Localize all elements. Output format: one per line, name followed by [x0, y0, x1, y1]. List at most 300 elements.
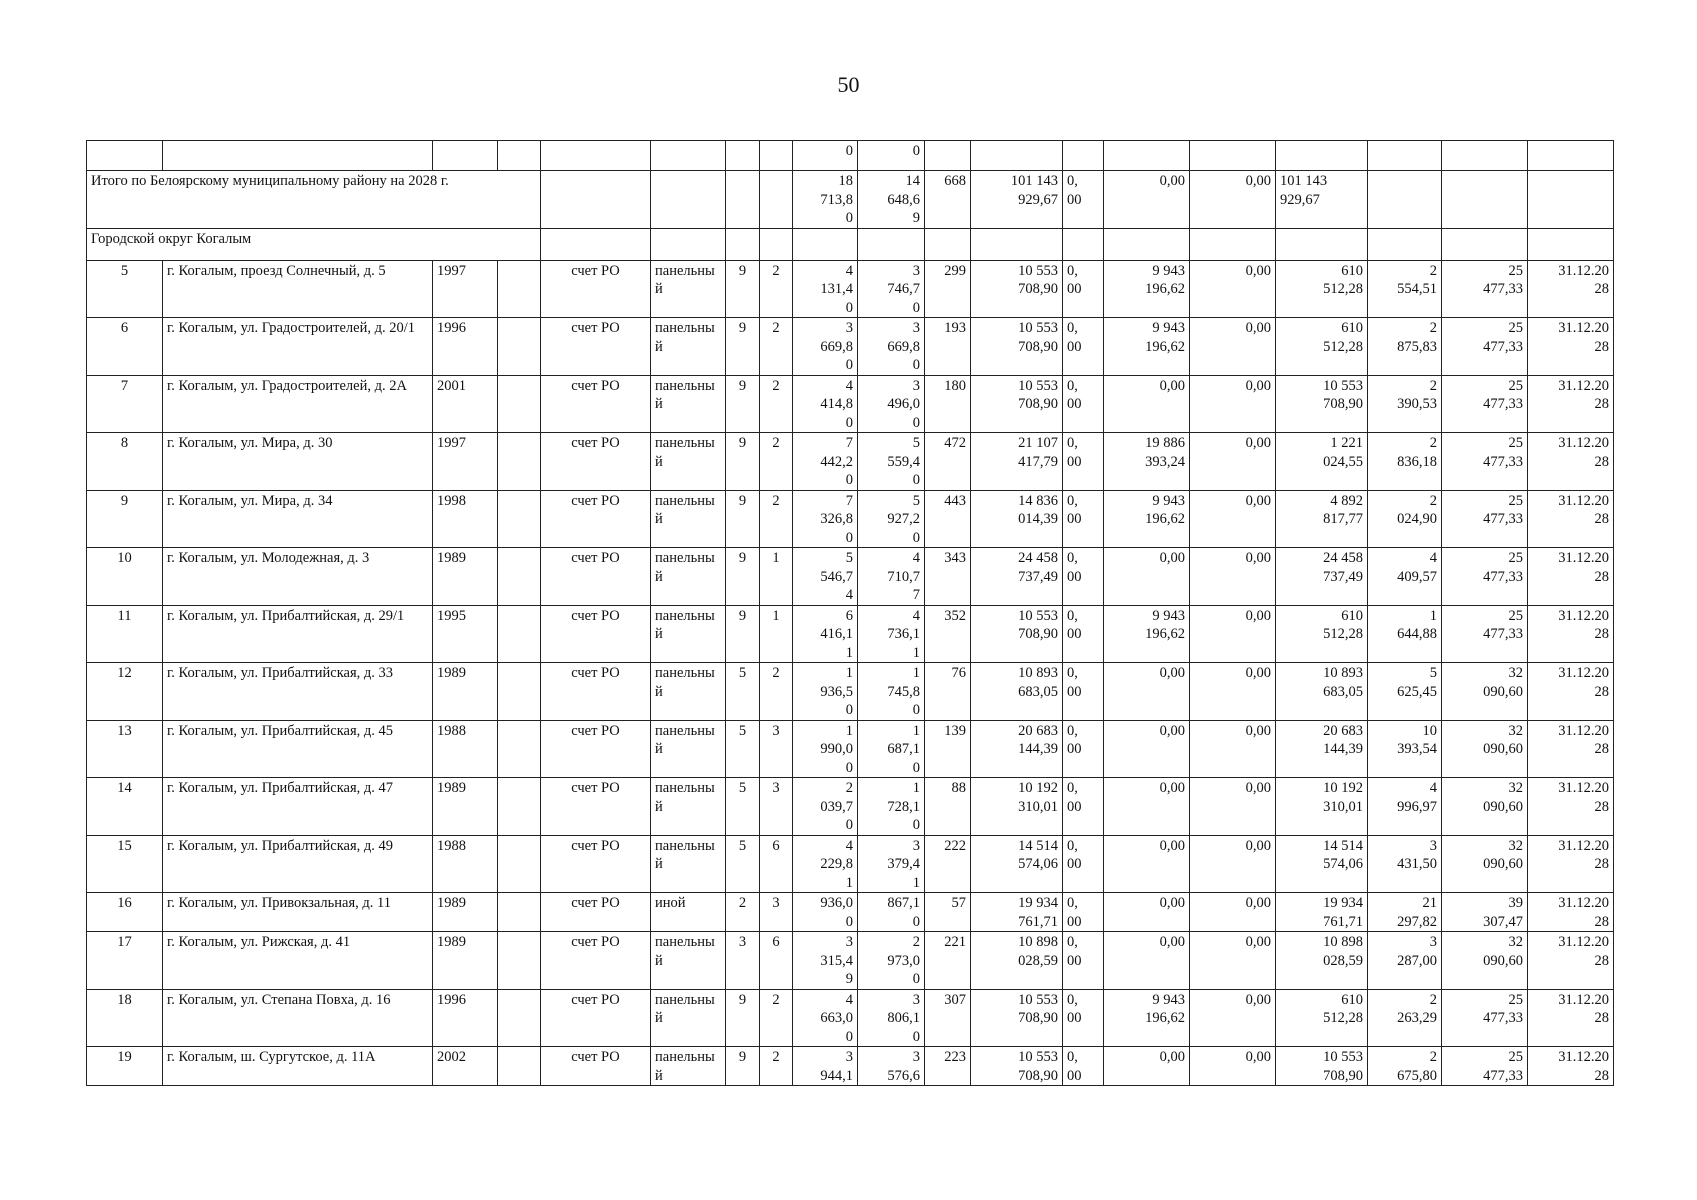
total-area: 1 990,0 0: [793, 720, 858, 778]
fund-source-3: 0,00: [1190, 260, 1276, 318]
total-row: [87, 171, 1614, 229]
unit-limit: 25 477,33: [1442, 989, 1528, 1047]
total-area: 3 669,8 0: [793, 318, 858, 376]
fund-type: счет РО: [541, 893, 651, 932]
total-fund-3: 0,00: [1190, 171, 1276, 229]
total-area: 3 944,1: [793, 1047, 858, 1086]
total-area: 18 713,8 0: [793, 171, 858, 229]
floors: 5: [726, 720, 760, 778]
unit-cost: 2 024,90: [1368, 490, 1442, 548]
entrances: 3: [760, 720, 793, 778]
residents: 139: [925, 720, 971, 778]
fund-source-3: 0,00: [1190, 375, 1276, 433]
fund-source-4: 610 512,28: [1276, 260, 1368, 318]
unit-cost: 2 263,29: [1368, 989, 1442, 1047]
fund-source-4: 24 458 737,49: [1276, 548, 1368, 606]
wall-material: панельный: [651, 1047, 726, 1086]
floors: 9: [726, 605, 760, 663]
fund-source-2: 9 943 196,62: [1104, 260, 1190, 318]
fund-source-2: 0,00: [1104, 893, 1190, 932]
unit-limit: 25 477,33: [1442, 260, 1528, 318]
fund-source-4: 4 892 817,77: [1276, 490, 1368, 548]
fund-source-4: 10 553 708,90: [1276, 1047, 1368, 1086]
build-year: 1996: [433, 989, 498, 1047]
fund-source-3: 0,00: [1190, 605, 1276, 663]
deadline: 31.12.20 28: [1528, 1047, 1614, 1086]
table-row: [87, 663, 1614, 721]
row-number: 15: [87, 835, 163, 893]
fund-type: счет РО: [541, 720, 651, 778]
unit-limit: 32 090,60: [1442, 835, 1528, 893]
fund-type: счет РО: [541, 605, 651, 663]
build-year: 1998: [433, 490, 498, 548]
deadline: 31.12.20 28: [1528, 260, 1614, 318]
entrances: 1: [760, 605, 793, 663]
unit-cost: 3 287,00: [1368, 932, 1442, 990]
wall-material: панельный: [651, 835, 726, 893]
table-row: [87, 1047, 1614, 1086]
address: г. Когалым, ул. Прибалтийская, д. 45: [163, 720, 433, 778]
fund-type: счет РО: [541, 835, 651, 893]
entrances: 2: [760, 989, 793, 1047]
deadline: 31.12.20 28: [1528, 375, 1614, 433]
table-row: [87, 490, 1614, 548]
row-number: 8: [87, 433, 163, 491]
build-year: 1996: [433, 318, 498, 376]
living-area: 1 687,1 0: [858, 720, 925, 778]
unit-cost: 2 390,53: [1368, 375, 1442, 433]
row-number: 10: [87, 548, 163, 606]
entrances: 2: [760, 490, 793, 548]
deadline: 31.12.20 28: [1528, 663, 1614, 721]
unit-cost: 2 675,80: [1368, 1047, 1442, 1086]
fund-source-2: 0,00: [1104, 778, 1190, 836]
deadline: 31.12.20 28: [1528, 548, 1614, 606]
row-number: 17: [87, 932, 163, 990]
fund-source-4: 10 893 683,05: [1276, 663, 1368, 721]
unit-limit: 25 477,33: [1442, 433, 1528, 491]
residents: 443: [925, 490, 971, 548]
living-area: 4 736,1 1: [858, 605, 925, 663]
fund-source-2: 0,00: [1104, 720, 1190, 778]
fund-source-4: 610 512,28: [1276, 605, 1368, 663]
living-area: 3 669,8 0: [858, 318, 925, 376]
residents: 299: [925, 260, 971, 318]
floors: 9: [726, 260, 760, 318]
total-fund-2: 0,00: [1104, 171, 1190, 229]
fund-source-3: 0,00: [1190, 778, 1276, 836]
total-area: 4 229,8 1: [793, 835, 858, 893]
total-area: 4 414,8 0: [793, 375, 858, 433]
fund-source-2: 0,00: [1104, 932, 1190, 990]
cell: 0: [858, 141, 925, 171]
total-area: 5 546,7 4: [793, 548, 858, 606]
fund-source-2: 0,00: [1104, 548, 1190, 606]
row-number: 14: [87, 778, 163, 836]
row-number: 16: [87, 893, 163, 932]
repair-cost: 10 553 708,90: [971, 1047, 1063, 1086]
fund-source-4: 14 514 574,06: [1276, 835, 1368, 893]
fund-type: счет РО: [541, 989, 651, 1047]
deadline: 31.12.20 28: [1528, 989, 1614, 1047]
fund-source-1: 0, 00: [1063, 318, 1104, 376]
table-row: [87, 835, 1614, 893]
fund-type: счет РО: [541, 260, 651, 318]
floors: 3: [726, 932, 760, 990]
deadline: 31.12.20 28: [1528, 778, 1614, 836]
unit-limit: 32 090,60: [1442, 663, 1528, 721]
section-title: Городской округ Когалым: [87, 228, 541, 260]
table-row: [87, 318, 1614, 376]
living-area: 5 927,2 0: [858, 490, 925, 548]
address: г. Когалым, ш. Сургутское, д. 11А: [163, 1047, 433, 1086]
fund-source-4: 1 221 024,55: [1276, 433, 1368, 491]
fund-source-2: 9 943 196,62: [1104, 605, 1190, 663]
deadline: 31.12.20 28: [1528, 433, 1614, 491]
unit-limit: 25 477,33: [1442, 490, 1528, 548]
floors: 9: [726, 490, 760, 548]
fund-type: счет РО: [541, 778, 651, 836]
unit-cost: 4 996,97: [1368, 778, 1442, 836]
repair-cost: 10 553 708,90: [971, 989, 1063, 1047]
cell: 0: [793, 141, 858, 171]
row-number: 13: [87, 720, 163, 778]
address: г. Когалым, ул. Рижская, д. 41: [163, 932, 433, 990]
repair-cost: 24 458 737,49: [971, 548, 1063, 606]
deadline: 31.12.20 28: [1528, 318, 1614, 376]
deadline: 31.12.20 28: [1528, 720, 1614, 778]
fund-type: счет РО: [541, 663, 651, 721]
row-number: 12: [87, 663, 163, 721]
floors: 9: [726, 1047, 760, 1086]
total-area: 1 936,5 0: [793, 663, 858, 721]
fund-source-3: 0,00: [1190, 548, 1276, 606]
unit-cost: 3 431,50: [1368, 835, 1442, 893]
fund-type: счет РО: [541, 375, 651, 433]
address: г. Когалым, ул. Прибалтийская, д. 33: [163, 663, 433, 721]
fund-source-4: 10 553 708,90: [1276, 375, 1368, 433]
wall-material: панельный: [651, 663, 726, 721]
build-year: 2001: [433, 375, 498, 433]
fund-source-3: 0,00: [1190, 893, 1276, 932]
unit-limit: 32 090,60: [1442, 932, 1528, 990]
fund-source-1: 0, 00: [1063, 720, 1104, 778]
fund-source-2: 19 886 393,24: [1104, 433, 1190, 491]
wall-material: панельный: [651, 989, 726, 1047]
total-area: 6 416,1 1: [793, 605, 858, 663]
wall-material: панельный: [651, 932, 726, 990]
build-year: 1989: [433, 778, 498, 836]
entrances: 2: [760, 375, 793, 433]
fund-source-2: 0,00: [1104, 663, 1190, 721]
fund-source-3: 0,00: [1190, 1047, 1276, 1086]
entrances: 3: [760, 893, 793, 932]
residents: 307: [925, 989, 971, 1047]
deadline: 31.12.20 28: [1528, 893, 1614, 932]
table-row: [87, 433, 1614, 491]
address: г. Когалым, ул. Прибалтийская, д. 47: [163, 778, 433, 836]
build-year: 1997: [433, 260, 498, 318]
fund-source-1: 0, 00: [1063, 663, 1104, 721]
unit-limit: 25 477,33: [1442, 548, 1528, 606]
residents: 472: [925, 433, 971, 491]
wall-material: панельный: [651, 375, 726, 433]
living-area: 3 379,4 1: [858, 835, 925, 893]
wall-material: панельный: [651, 548, 726, 606]
repair-cost: 10 553 708,90: [971, 375, 1063, 433]
residents: 223: [925, 1047, 971, 1086]
row-number: 6: [87, 318, 163, 376]
living-area: 3 746,7 0: [858, 260, 925, 318]
wall-material: панельный: [651, 778, 726, 836]
unit-cost: 21 297,82: [1368, 893, 1442, 932]
unit-cost: 2 836,18: [1368, 433, 1442, 491]
fund-source-1: 0, 00: [1063, 605, 1104, 663]
entrances: 6: [760, 835, 793, 893]
address: г. Когалым, ул. Мира, д. 34: [163, 490, 433, 548]
wall-material: иной: [651, 893, 726, 932]
living-area: 867,1 0: [858, 893, 925, 932]
wall-material: панельный: [651, 490, 726, 548]
fund-source-4: 610 512,28: [1276, 318, 1368, 376]
total-area: 4 663,0 0: [793, 989, 858, 1047]
row-number: 9: [87, 490, 163, 548]
living-area: 2 973,0 0: [858, 932, 925, 990]
address: г. Когалым, ул. Прибалтийская, д. 29/1: [163, 605, 433, 663]
total-area: 7 442,2 0: [793, 433, 858, 491]
wall-material: панельный: [651, 605, 726, 663]
living-area: 3 806,1 0: [858, 989, 925, 1047]
fund-source-4: 610 512,28: [1276, 989, 1368, 1047]
fund-type: счет РО: [541, 433, 651, 491]
table-row: [87, 893, 1614, 932]
unit-limit: 25 477,33: [1442, 318, 1528, 376]
address: г. Когалым, проезд Солнечный, д. 5: [163, 260, 433, 318]
floors: 5: [726, 778, 760, 836]
total-fund-4: 101 143 929,67: [1276, 171, 1368, 229]
fund-source-4: 10 192 310,01: [1276, 778, 1368, 836]
fund-source-3: 0,00: [1190, 318, 1276, 376]
repair-cost: 14 836 014,39: [971, 490, 1063, 548]
fund-source-2: 0,00: [1104, 835, 1190, 893]
repair-cost: 21 107 417,79: [971, 433, 1063, 491]
fund-source-3: 0,00: [1190, 663, 1276, 721]
entrances: 2: [760, 663, 793, 721]
build-year: 1995: [433, 605, 498, 663]
wall-material: панельный: [651, 433, 726, 491]
residents: 222: [925, 835, 971, 893]
fund-source-4: 10 898 028,59: [1276, 932, 1368, 990]
row-number: 19: [87, 1047, 163, 1086]
repair-cost: 20 683 144,39: [971, 720, 1063, 778]
unit-cost: 4 409,57: [1368, 548, 1442, 606]
residents: 221: [925, 932, 971, 990]
residents: 352: [925, 605, 971, 663]
address: г. Когалым, ул. Градостроителей, д. 2А: [163, 375, 433, 433]
fund-source-1: 0, 00: [1063, 932, 1104, 990]
unit-cost: 2 875,83: [1368, 318, 1442, 376]
fund-source-1: 0, 00: [1063, 893, 1104, 932]
unit-limit: 39 307,47: [1442, 893, 1528, 932]
build-year: 1988: [433, 835, 498, 893]
table-row: [87, 260, 1614, 318]
unit-cost: 5 625,45: [1368, 663, 1442, 721]
fund-source-2: 9 943 196,62: [1104, 490, 1190, 548]
unit-limit: 32 090,60: [1442, 778, 1528, 836]
residents: 76: [925, 663, 971, 721]
table-row: [87, 605, 1614, 663]
repair-cost: 10 898 028,59: [971, 932, 1063, 990]
fund-source-3: 0,00: [1190, 720, 1276, 778]
deadline: 31.12.20 28: [1528, 605, 1614, 663]
table-row: [87, 375, 1614, 433]
living-area: 1 745,8 0: [858, 663, 925, 721]
address: г. Когалым, ул. Привокзальная, д. 11: [163, 893, 433, 932]
fund-source-1: 0, 00: [1063, 778, 1104, 836]
address: г. Когалым, ул. Прибалтийская, д. 49: [163, 835, 433, 893]
fund-type: счет РО: [541, 318, 651, 376]
deadline: 31.12.20 28: [1528, 932, 1614, 990]
fund-source-2: 9 943 196,62: [1104, 318, 1190, 376]
floors: 9: [726, 318, 760, 376]
total-area: 4 131,4 0: [793, 260, 858, 318]
unit-limit: 25 477,33: [1442, 375, 1528, 433]
row-number: 7: [87, 375, 163, 433]
repair-cost: 10 553 708,90: [971, 260, 1063, 318]
repair-cost: 10 893 683,05: [971, 663, 1063, 721]
build-year: 1989: [433, 548, 498, 606]
build-year: 1989: [433, 663, 498, 721]
living-area: 1 728,1 0: [858, 778, 925, 836]
floors: 5: [726, 835, 760, 893]
table-row: [87, 720, 1614, 778]
page-number: 50: [837, 72, 860, 97]
build-year: 1988: [433, 720, 498, 778]
address: г. Когалым, ул. Молодежная, д. 3: [163, 548, 433, 606]
fund-source-2: 0,00: [1104, 1047, 1190, 1086]
wall-material: панельный: [651, 318, 726, 376]
wall-material: панельный: [651, 260, 726, 318]
living-area: 5 559,4 0: [858, 433, 925, 491]
entrances: 1: [760, 548, 793, 606]
build-year: 1997: [433, 433, 498, 491]
unit-cost: 2 554,51: [1368, 260, 1442, 318]
total-people: 668: [925, 171, 971, 229]
fund-source-1: 0, 00: [1063, 835, 1104, 893]
total-cost: 101 143 929,67: [971, 171, 1063, 229]
entrances: 3: [760, 778, 793, 836]
fund-source-1: 0, 00: [1063, 1047, 1104, 1086]
fund-source-1: 0, 00: [1063, 375, 1104, 433]
residents: 343: [925, 548, 971, 606]
repair-cost: 19 934 761,71: [971, 893, 1063, 932]
fund-source-2: 0,00: [1104, 375, 1190, 433]
capital-repair-table: [86, 140, 1614, 1086]
repair-cost: 10 192 310,01: [971, 778, 1063, 836]
deadline: 31.12.20 28: [1528, 490, 1614, 548]
section-row: [87, 228, 1614, 260]
fund-type: счет РО: [541, 490, 651, 548]
total-area: 936,0 0: [793, 893, 858, 932]
residents: 57: [925, 893, 971, 932]
total-living-area: 14 648,6 9: [858, 171, 925, 229]
row-number: 18: [87, 989, 163, 1047]
repair-cost: 10 553 708,90: [971, 605, 1063, 663]
fund-source-1: 0, 00: [1063, 490, 1104, 548]
unit-limit: 32 090,60: [1442, 720, 1528, 778]
unit-limit: 25 477,33: [1442, 605, 1528, 663]
floors: 9: [726, 433, 760, 491]
address: г. Когалым, ул. Мира, д. 30: [163, 433, 433, 491]
entrances: 6: [760, 932, 793, 990]
fund-source-1: 0, 00: [1063, 260, 1104, 318]
fund-source-3: 0,00: [1190, 989, 1276, 1047]
total-label: Итого по Белоярскому муниципальному району на 2028 г.: [87, 171, 541, 229]
fund-source-4: 19 934 761,71: [1276, 893, 1368, 932]
total-area: 3 315,4 9: [793, 932, 858, 990]
fund-source-3: 0,00: [1190, 835, 1276, 893]
build-year: 2002: [433, 1047, 498, 1086]
floors: 2: [726, 893, 760, 932]
floors: 9: [726, 375, 760, 433]
table-row: [87, 778, 1614, 836]
fund-source-2: 9 943 196,62: [1104, 989, 1190, 1047]
residents: 180: [925, 375, 971, 433]
continuation-row: [87, 141, 1614, 171]
entrances: 2: [760, 260, 793, 318]
fund-source-3: 0,00: [1190, 433, 1276, 491]
entrances: 2: [760, 1047, 793, 1086]
fund-source-3: 0,00: [1190, 490, 1276, 548]
table-row: [87, 548, 1614, 606]
address: г. Когалым, ул. Степана Повха, д. 16: [163, 989, 433, 1047]
row-number: 5: [87, 260, 163, 318]
unit-cost: 1 644,88: [1368, 605, 1442, 663]
living-area: 3 576,6: [858, 1047, 925, 1086]
floors: 5: [726, 663, 760, 721]
wall-material: панельный: [651, 720, 726, 778]
floors: 9: [726, 548, 760, 606]
fund-type: счет РО: [541, 548, 651, 606]
repair-cost: 14 514 574,06: [971, 835, 1063, 893]
total-fund-1: 0, 00: [1063, 171, 1104, 229]
residents: 88: [925, 778, 971, 836]
fund-source-3: 0,00: [1190, 932, 1276, 990]
fund-source-1: 0, 00: [1063, 548, 1104, 606]
floors: 9: [726, 989, 760, 1047]
fund-source-1: 0, 00: [1063, 989, 1104, 1047]
residents: 193: [925, 318, 971, 376]
address: г. Когалым, ул. Градостроителей, д. 20/1: [163, 318, 433, 376]
fund-source-4: 20 683 144,39: [1276, 720, 1368, 778]
build-year: 1989: [433, 893, 498, 932]
table-row: [87, 989, 1614, 1047]
entrances: 2: [760, 318, 793, 376]
unit-cost: 10 393,54: [1368, 720, 1442, 778]
build-year: 1989: [433, 932, 498, 990]
fund-type: счет РО: [541, 1047, 651, 1086]
repair-cost: 10 553 708,90: [971, 318, 1063, 376]
fund-type: счет РО: [541, 932, 651, 990]
table-row: [87, 932, 1614, 990]
total-area: 7 326,8 0: [793, 490, 858, 548]
living-area: 4 710,7 7: [858, 548, 925, 606]
unit-limit: 25 477,33: [1442, 1047, 1528, 1086]
row-number: 11: [87, 605, 163, 663]
deadline: 31.12.20 28: [1528, 835, 1614, 893]
total-area: 2 039,7 0: [793, 778, 858, 836]
living-area: 3 496,0 0: [858, 375, 925, 433]
